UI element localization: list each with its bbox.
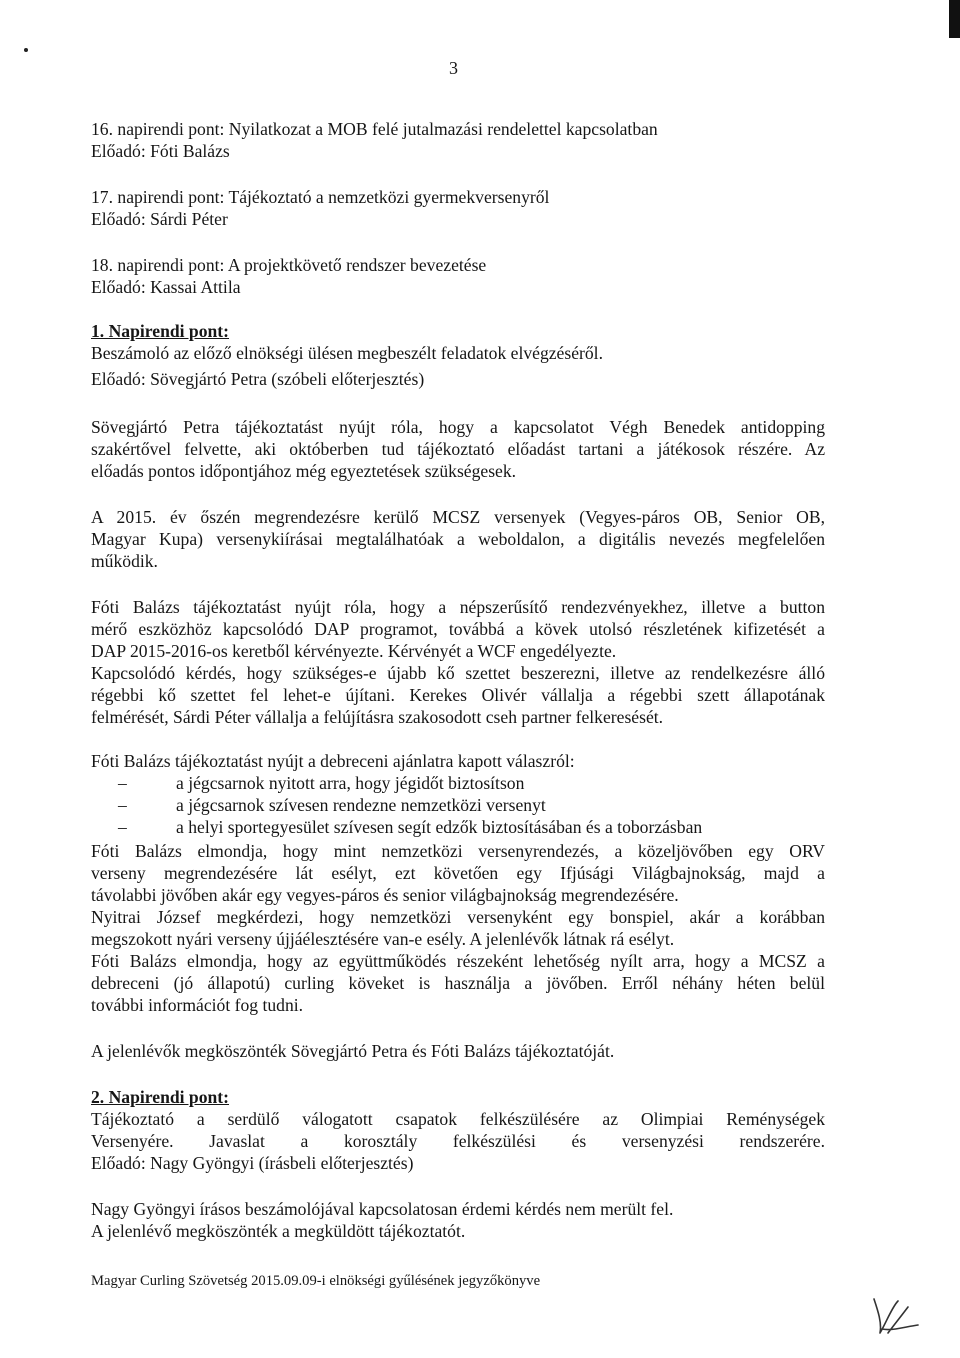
line-text: távolabbi jövőben akár egy vegyes-páros és senior világbajnokság megrendezésére.: [91, 885, 679, 905]
section2-subject-l1: [91, 1108, 825, 1130]
p7-l1: [91, 1198, 825, 1220]
line-text: Fóti Balázs tájékoztatást nyújt róla, hogy a népszerűsítő rendezvényekhez, illetve a button: [91, 597, 825, 617]
line-text: A jelenlévő megköszönték a megküldött tájékoztatót.: [91, 1221, 466, 1241]
line-text: A jelenlévők megköszönték Sövegjártó Petra és Fóti Balázs tájékoztatóját.: [91, 1041, 615, 1061]
line-text: 16. napirendi pont: Nyilatkozat a MOB felé jutalmazási rendelettel kapcsolatban: [91, 119, 658, 139]
p1-l2: [91, 438, 825, 460]
p5-l8: [91, 994, 825, 1016]
footer: Magyar Curling Szövetség 2015.09.09-i elnökségi gyűlésének jegyzőkönyve: [91, 1273, 541, 1289]
line-text: Fóti Balázs tájékoztatást nyújt a debreceni ajánlatra kapott válaszról:: [91, 751, 575, 771]
section2-heading: [91, 1086, 825, 1108]
p3-l5: [91, 684, 825, 706]
page-number: 3: [449, 58, 458, 78]
line-text: Kapcsolódó kérdés, hogy szükséges-e újabb kő szettet beszerezni, illetve az rendelkezésre álló: [91, 663, 825, 683]
p5-l3: [91, 884, 825, 906]
line-text: A 2015. év őszén megrendezésre kerülő MCSZ versenyek (Vegyes-páros OB, Senior OB,: [91, 507, 825, 527]
p3-l6: [91, 706, 825, 728]
item18-speaker: [91, 276, 825, 298]
bullet-dash: –: [118, 817, 127, 837]
item17-speaker: [91, 208, 825, 230]
line-text: szakértővel felvette, aki októberben tud tájékoztató előadást tartani a játékosok részére. Az: [91, 439, 825, 459]
line-text: Előadó: Nagy Gyöngyi (írásbeli előterjesztés): [91, 1153, 414, 1173]
p1-l1: [91, 416, 825, 438]
line-text: régebbi kő szettet fel lehet-e újítani. Kerekes Olivér vállalja a régebbi szett állapotának: [91, 685, 825, 705]
edge-mark: [949, 0, 960, 38]
p5-l2: [91, 862, 825, 884]
p5-l6: [91, 950, 825, 972]
section2-speaker: [91, 1152, 825, 1174]
signature-mark: [868, 1293, 924, 1337]
line-text: 18. napirendi pont: A projektkövető rendszer bevezetése: [91, 255, 487, 275]
p3-l4: [91, 662, 825, 684]
p4-l1: [91, 750, 825, 772]
bullet-dash: –: [118, 795, 127, 815]
p6-l1: [91, 1040, 825, 1062]
section1-subject: [91, 342, 825, 364]
line-text: mérő eszközhöz kapcsolódó DAP programot, továbbá a kövek utolsó részletének kifizetését a: [91, 619, 825, 639]
p3-l2: [91, 618, 825, 640]
item16-title: [91, 118, 825, 140]
p5-l1: [91, 840, 825, 862]
line-text: Magyar Kupa) versenykiírásai megtalálhatóak a weboldalon, a digitális nevezés megfelelően: [91, 529, 825, 549]
line-text: Tájékoztató a serdülő válogatott csapatok felkészülésére az Olimpiai Reménységek: [91, 1109, 825, 1129]
line-text: 17. napirendi pont: Tájékoztató a nemzetközi gyermekversenyről: [91, 187, 550, 207]
line-text: Beszámoló az előző elnökségi ülésen megbeszélt feladatok elvégzéséről.: [91, 343, 603, 363]
item17-title: [91, 186, 825, 208]
section-heading: 1. Napirendi pont:: [91, 321, 230, 341]
line-text: DAP 2015-2016-os keretből kérvényezte. Kérvényét a WCF engedélyezte.: [91, 641, 617, 661]
bullet-text: a jégcsarnok szívesen rendezne nemzetközi versenyt: [176, 795, 546, 815]
line-text: Előadó: Fóti Balázs: [91, 141, 230, 161]
p2-l1: [91, 506, 825, 528]
line-text: Előadó: Kassai Attila: [91, 277, 241, 297]
corner-dot: [24, 48, 28, 52]
line-text: megszokott nyári verseny újjáélesztésére van-e esély. A jelenlévők látnak rá esélyt.: [91, 929, 675, 949]
p2-l3: [91, 550, 825, 572]
p3-l3: [91, 640, 825, 662]
line-text: verseny megrendezésére lát esélyt, ezt követően egy Ifjúsági Világbajnokság, majd a: [91, 863, 825, 883]
bullet-text: a helyi sportegyesület szívesen segít edzők biztosításában és a toborzásban: [176, 817, 703, 837]
line-text: további információt fog tudni.: [91, 995, 304, 1015]
bullet-text: a jégcsarnok nyitott arra, hogy jégidőt biztosítson: [176, 773, 525, 793]
p5-l4: [91, 906, 825, 928]
line-text: Fóti Balázs elmondja, hogy mint nemzetközi versenyrendezés, a közeljövőben egy ORV: [91, 841, 825, 861]
line-text: Versenyére. Javaslat a korosztály felkészülési és versenyzési rendszerére.: [91, 1131, 825, 1151]
section1-speaker: [91, 368, 825, 390]
line-text: Sövegjártó Petra tájékoztatást nyújt róla, hogy a kapcsolatot Végh Benedek antidopping: [91, 417, 825, 437]
line-text: Fóti Balázs elmondja, hogy az együttműködés részeként lehetőség nyílt arra, hogy a MCSZ a: [91, 951, 825, 971]
p7-l2: [91, 1220, 825, 1242]
section1-heading: [91, 320, 825, 342]
item18-title: [91, 254, 825, 276]
line-text: Nagy Gyöngyi írásos beszámolójával kapcsolatosan érdemi kérdés nem merült fel.: [91, 1199, 674, 1219]
p1-l3: [91, 460, 825, 482]
section-heading: 2. Napirendi pont:: [91, 1087, 230, 1107]
line-text: Előadó: Sövegjártó Petra (szóbeli előterjesztés): [91, 369, 425, 389]
line-text: előadás pontos időpontjához még egyeztetések szükségesek.: [91, 461, 517, 481]
p2-l2: [91, 528, 825, 550]
item16-speaker: [91, 140, 825, 162]
section2-subject-l2: [91, 1130, 825, 1152]
line-text: debreceni (jó állapotú) curling köveket is használja a jövőben. Erről néhány héten belül: [91, 973, 825, 993]
bullet-dash: –: [118, 773, 127, 793]
line-text: Előadó: Sárdi Péter: [91, 209, 228, 229]
p3-l1: [91, 596, 825, 618]
line-text: működik.: [91, 551, 158, 571]
line-text: Nyitrai József megkérdezi, hogy nemzetközi versenyként egy bonspiel, akár a korábban: [91, 907, 825, 927]
p5-l7: [91, 972, 825, 994]
p5-l5: [91, 928, 825, 950]
line-text: felmérését, Sárdi Péter vállalja a felújításra szakosodott cseh partner felkeresését.: [91, 707, 664, 727]
